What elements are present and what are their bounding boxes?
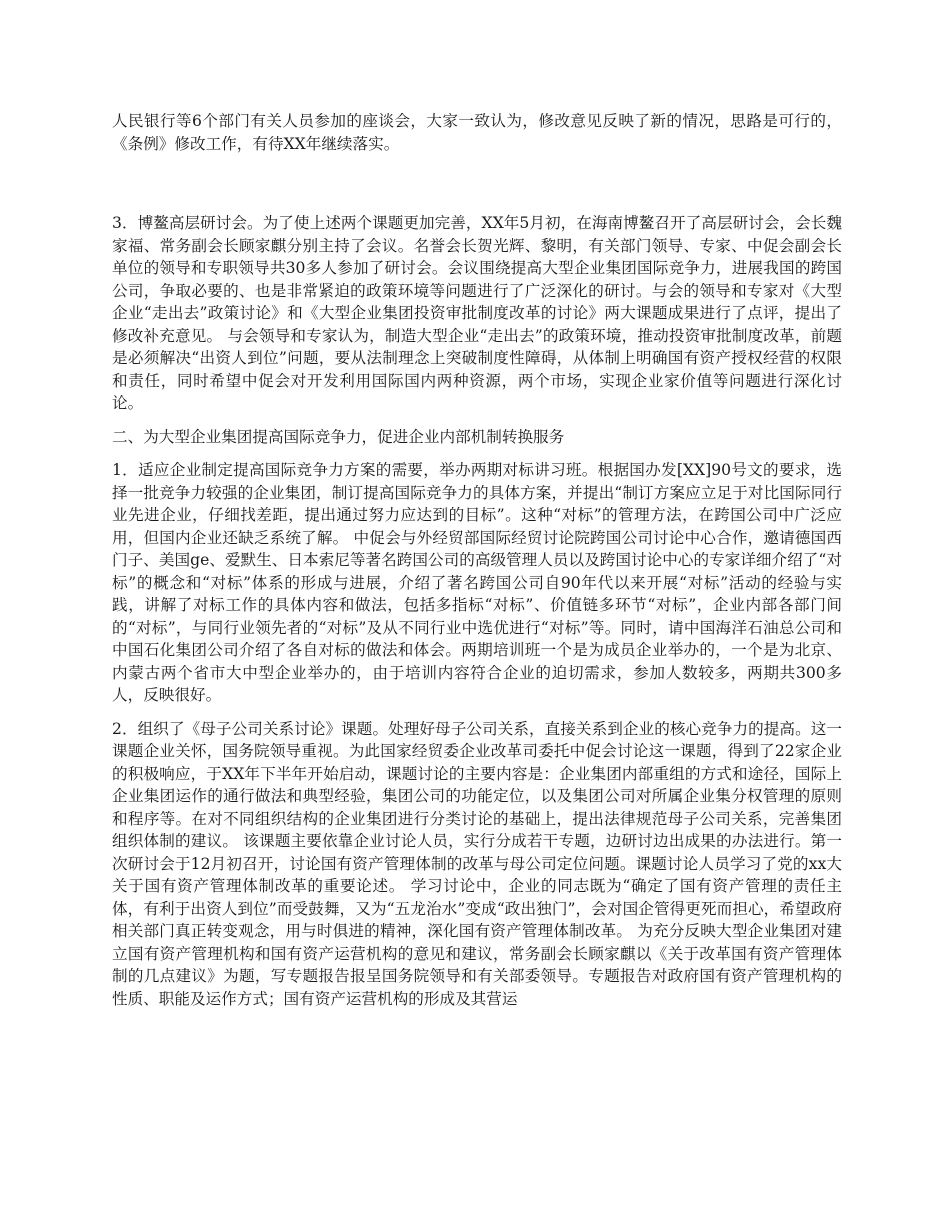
- document-body: [112, 110, 842, 1021]
- paragraph-continuation: 人民银行等6个部门有关人员参加的座谈会，大家一致认为，修改意见反映了新的情况，思路是可行的，《条例》修改工作，有待XX年继续落实。: [112, 112, 842, 153]
- paragraph-parent-subsidiary: 2．组织了《母子公司关系讨论》课题。处理好母子公司关系，直接关系到企业的核心竞争力的提高。这一课题企业关怀，国务院领导重视。为此国家经贸委企业改革司委托中促会讨论这一课题，得到了22家企业的积极响应，于XX年下半年开始启动，课题讨论的主要内容是：企业集团内部重组的方式和途径，国际上企业集团运作的通行做法和典型经验，集团公司的功能定位，以及集团公司对所属企业集分权管理的原则和程序等。在对不同组织结构的企业集团进行分类讨论的基础上，提出法律规范母子公司关系，完善集团组织体制的建议。 该课题主要依靠企业讨论人员，实行分成若干专题，边研讨边出成果的办法进行。第一次研讨会于12月初召开，讨论国有资产管理体制的改革与母公司定位问题。课题讨论人员学习了党的xx大关于国有资产管理体制改革的重要论述。 学习讨论中，企业的同志既为“确定了国有资产管理的责任主体，有利于出资人到位”而受鼓舞，又为“五龙治水”变成“政出独门”，会对国企管得更死而担心，希望政府相关部门真正转变观念，用与时俱进的精神，深化国有资产管理体制改革。 为充分反映大型企业集团对建立国有资产管理机构和国有资产运营机构的意见和建议，常务副会长顾家麒以《关于改革国有资产管理体制的几点建议》为题，写专题报告报呈国务院领导和有关部委领导。专题报告对政府国有资产管理机构的性质、职能及运作方式；国有资产运营机构的形成及其营运: [112, 719, 842, 1008]
- paragraph-boao-seminar: 3．博鳌高层研讨会。为了使上述两个课题更加完善，XX年5月初，在海南博鳌召开了高层研讨会，会长魏家福、常务副会长顾家麒分别主持了会议。名誉会长贺光辉、黎明，有关部门领导、专家、中促会副会长单位的领导和专职领导共30多人参加了研讨会。会议围绕提高大型企业集团国际竞争力，进展我国的跨国公司，争取必要的、也是非常紧迫的政策环境等问题进行了广泛深化的研讨。与会的领导和专家对《大型企业“走出去”政策讨论》和《大型企业集团投资审批制度改革的讨论》两大课题成果进行了点评，提出了修改补充意见。 与会领导和专家认为，制造大型企业“走出去”的政策环境，推动投资审批制度改革，前题是必须解决“出资人到位”问题，要从法制理念上突破制度性障碍，从体制上明确国有资产授权经营的权限和责任，同时希望中促会对开发利用国际国内两种资源，两个市场，实现企业家价值等问题进行深化讨论。: [112, 214, 842, 412]
- section-heading-two: 二、为大型企业集团提高国际竞争力，促进企业内部机制转换服务: [112, 427, 565, 446]
- paragraph-benchmark-training: 1．适应企业制定提高国际竞争力方案的需要，举办两期对标讲习班。根据国办发[XX]90号文的要求，选择一批竞争力较强的企业集团，制订提高国际竞争力的具体方案，并提出“制订方案应立足于对比国际同行业先进企业，仔细找差距，提出通过努力应达到的目标”。这种“对标”的管理方法，在跨国公司中广泛应用，但国内企业还缺乏系统了解。 中促会与外经贸部国际经贸讨论院跨国公司讨论中心合作，邀请德国西门子、美国ge、爱默生、日本索尼等著名跨国公司的高级管理人员以及跨国讨论中心的专家详细介绍了“对标”的概念和“对标”体系的形成与进展，介绍了著名跨国公司自90年代以来开展“对标”活动的经验与实践，讲解了对标工作的具体内容和做法，包括多指标“对标”、价值链多环节“对标”，企业内部各部门间的“对标”，与同行业领先者的“对标”及从不同行业中选优进行“对标”等。同时，请中国海洋石油总公司和中国石化集团公司介绍了各自对标的做法和体会。两期培训班一个是为成员企业举办的，一个是为北京、内蒙古两个省市大中型企业举办的，由于培训内容符合企业的迫切需求，参加人数较多，两期共300多人，反映很好。: [112, 461, 842, 704]
- paragraph-spacer: [112, 166, 842, 212]
